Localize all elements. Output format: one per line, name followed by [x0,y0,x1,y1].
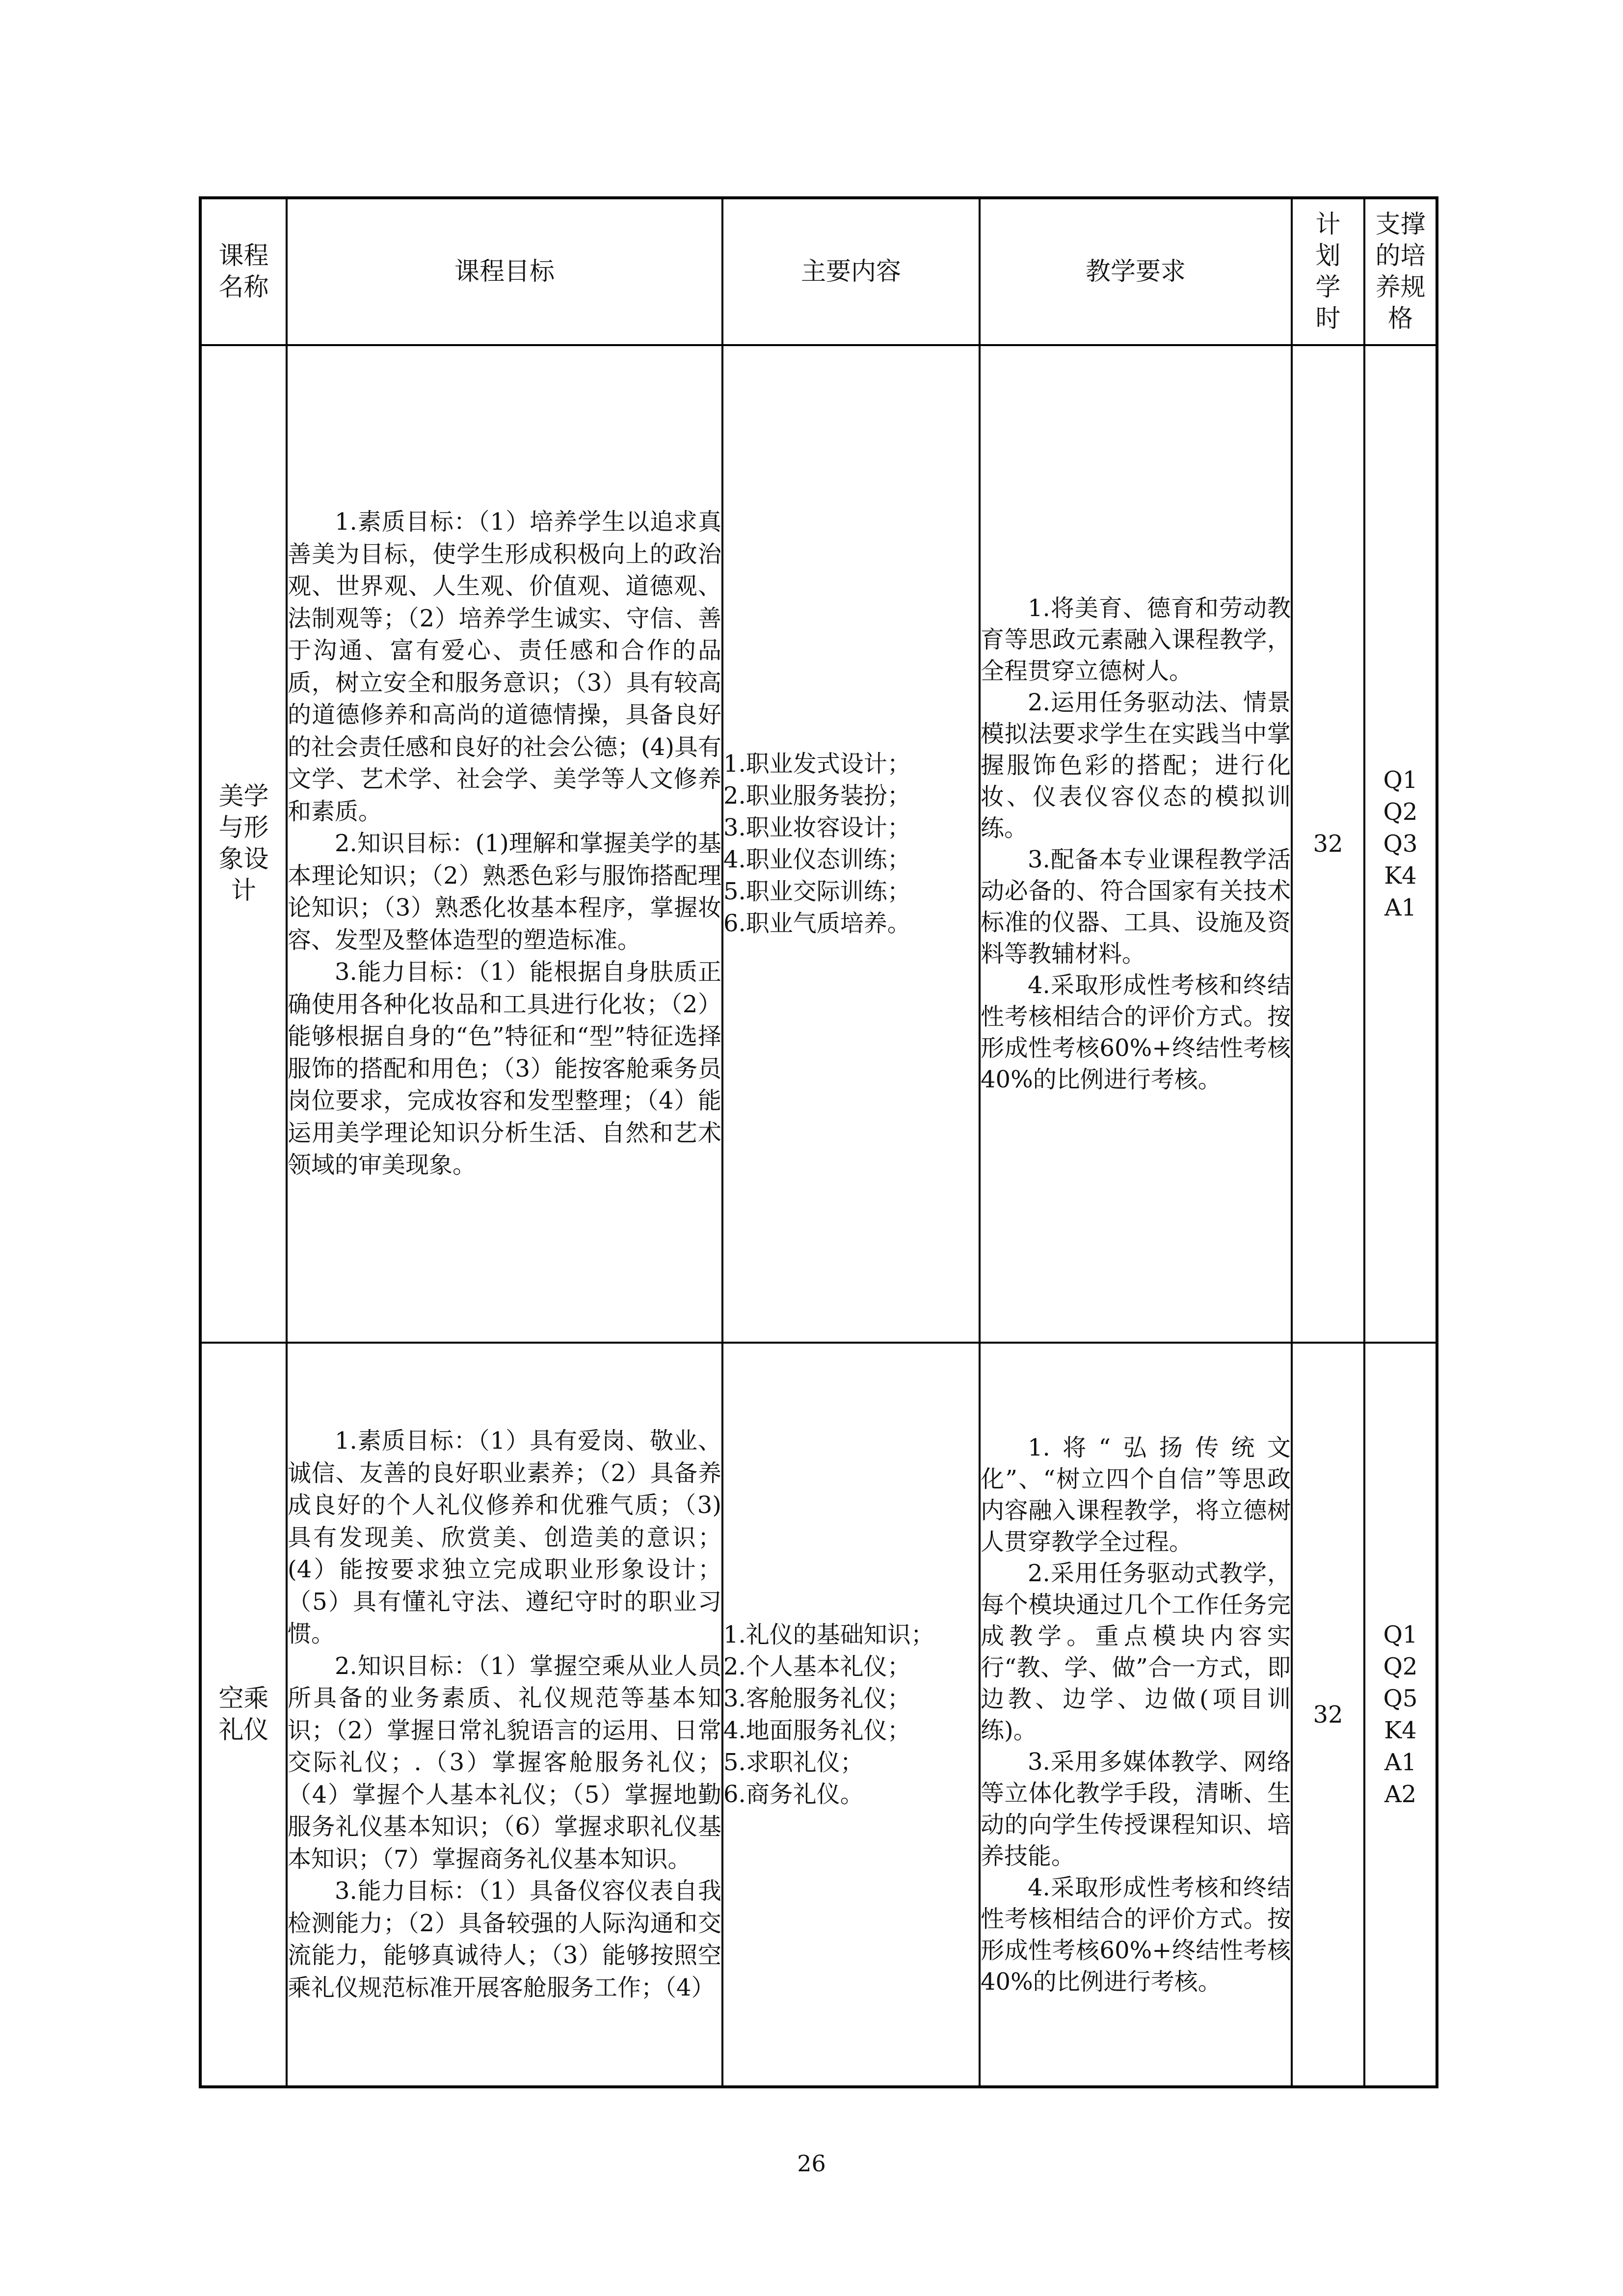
content-item: 2.职业服务装扮； [723,782,911,810]
header-course-goal: 课程目标 [287,198,722,345]
requirement-paragraph: 3.配备本专业课程教学活动必备的、符合国家有关技术标准的仪器、工具、设施及资料等教辅材料。 [981,846,1291,968]
goal-paragraph: 1.素质目标：（1）具有爱岗、敬业、诚信、友善的良好职业素养；（2）具备养成良好的个人礼仪修养和优雅气质；（3)具有发现美、欣赏美、创造美的意识；(4）能按要求独立完成职业形象设计；（5）具有懂礼守法、遵纪守时的职业习惯。 [288,1427,721,1648]
goal-paragraph: 2.知识目标：(1)理解和掌握美学的基本理论知识；（2）熟悉色彩与服饰搭配理论知识；（3）熟悉化妆基本程序，掌握妆容、发型及整体造型的塑造标准。 [288,830,721,954]
content-item: 1.职业发式设计； [723,750,911,778]
course-name-cell: 美学与形象设计 [200,345,287,1343]
content-item: 6.商务礼仪。 [723,1780,864,1808]
spec-code: K4 [1384,1716,1417,1744]
requirement-paragraph: 2.采用任务驱动式教学，每个模块通过几个工作任务完成教学。重点模块内容实行“教、学、做”合一方式，即边教、边学、边做(项目训练)。 [981,1559,1291,1744]
spec-code: A2 [1384,1780,1417,1808]
page-number: 26 [797,2150,826,2177]
header-teaching-requirement: 教学要求 [980,198,1292,345]
content-item: 4.地面服务礼仪； [723,1716,911,1744]
spec-code: Q2 [1383,1652,1418,1680]
goal-paragraph: 3.能力目标：（1）具备仪容仪表自我检测能力；（2）具备较强的人际沟通和交流能力，能够真诚待人；（3）能够按照空乘礼仪规范标准开展客舱服务工作；（4） [288,1877,721,2001]
requirement-paragraph: 4.采取形成性考核和终结性考核相结合的评价方式。按形成性考核60%+终结性考核 40%的比例进行考核。 [981,972,1291,1093]
spec-code: Q2 [1383,798,1418,826]
content-item: 3.客舱服务礼仪； [723,1684,911,1712]
planned-hours-cell: 32 [1292,1343,1364,2087]
table-row [200,1343,1437,2087]
spec-code: A1 [1384,1748,1417,1776]
content-item: 1.礼仪的基础知识； [723,1621,934,1648]
header-supported-spec: 支撑的培养规格 [1364,198,1437,345]
requirement-paragraph: 3.采用多媒体教学、网络等立体化教学手段，清晰、生动的向学生传授课程知识、培养技能。 [981,1748,1291,1870]
teaching-requirement-cell [980,1343,1292,2087]
header-planned-hours: 计划学时 [1292,198,1364,345]
header-main-content: 主要内容 [722,198,980,345]
main-content-cell [722,345,980,1343]
requirement-paragraph: 4.采取形成性考核和终结性考核相结合的评价方式。按形成性考核60%+终结性考核40%的比例进行考核。 [981,1873,1291,1996]
goal-paragraph: 2.知识目标：（1）掌握空乘从业人员所具备的业务素质、礼仪规范等基本知识；（2）掌握日常礼貌语言的运用、日常交际礼仪；.（3）掌握客舱服务礼仪；（4）掌握个人基本礼仪；（5）掌握地勤服务礼仪基本知识；（6）掌握求职礼仪基本知识；（7）掌握商务礼仪基本知识。 [288,1652,721,1873]
table-row [200,345,1437,1343]
main-content-cell [722,1343,980,2087]
course-name-cell: 空乘礼仪 [200,1343,287,2087]
spec-code: A1 [1384,893,1417,921]
course-table [199,196,1438,2088]
requirement-paragraph: 1.将美育、德育和劳动教育等思政元素融入课程教学，全程贯穿立德树人。 [981,594,1291,685]
supported-spec-cell [1364,1343,1437,2087]
requirement-paragraph: 2.运用任务驱动法、情景模拟法要求学生在实践当中掌握服饰色彩的搭配；进行化妆、仪表仪容仪态的模拟训练。 [981,689,1291,842]
teaching-requirement-cell [980,345,1292,1343]
content-item: 4.职业仪态训练； [723,846,911,873]
goal-paragraph: 1.素质目标：（1）培养学生以追求真善美为目标，使学生形成积极向上的政治观、世界观、人生观、价值观、道德观、法制观等；（2）培养学生诚实、守信、善于沟通、富有爱心、责任感和合作的品质，树立安全和服务意识；（3）具有较高的道德修养和高尚的道德情操，具备良好的社会责任感和良好的社会公德；(4)具有文学、艺术学、社会学、美学等人文修养和素质。 [288,508,721,825]
supported-spec-cell [1364,345,1437,1343]
content-item: 5.职业交际训练； [723,878,911,905]
requirement-paragraph: 1.将“弘扬传统文化”、“树立四个自信”等思政内容融入课程教学，将立德树人贯穿教学全过程。 [981,1433,1291,1556]
content-item: 5.求职礼仪； [723,1748,864,1776]
spec-code: Q3 [1383,830,1418,858]
course-goal-cell [287,1343,722,2087]
spec-code: Q1 [1383,1621,1418,1648]
spec-code: K4 [1384,862,1417,890]
spec-code: Q1 [1383,766,1418,794]
table-header-row [200,198,1437,345]
spec-code: Q5 [1383,1684,1418,1712]
content-item: 2.个人基本礼仪； [723,1652,911,1680]
header-course-name: 课程名称 [200,198,287,345]
planned-hours-cell: 32 [1292,345,1364,1343]
content-item: 3.职业妆容设计； [723,814,911,841]
course-goal-cell [287,345,722,1343]
goal-paragraph: 3.能力目标：（1）能根据自身肤质正确使用各种化妆品和工具进行化妆；（2）能够根据自身的“色”特征和“型”特征选择服饰的搭配和用色；（3）能按客舱乘务员岗位要求，完成妆容和发型整理；（4）能运用美学理论知识分析生活、自然和艺术领域的审美现象。 [288,958,721,1179]
content-item: 6.职业气质培养。 [723,910,911,937]
